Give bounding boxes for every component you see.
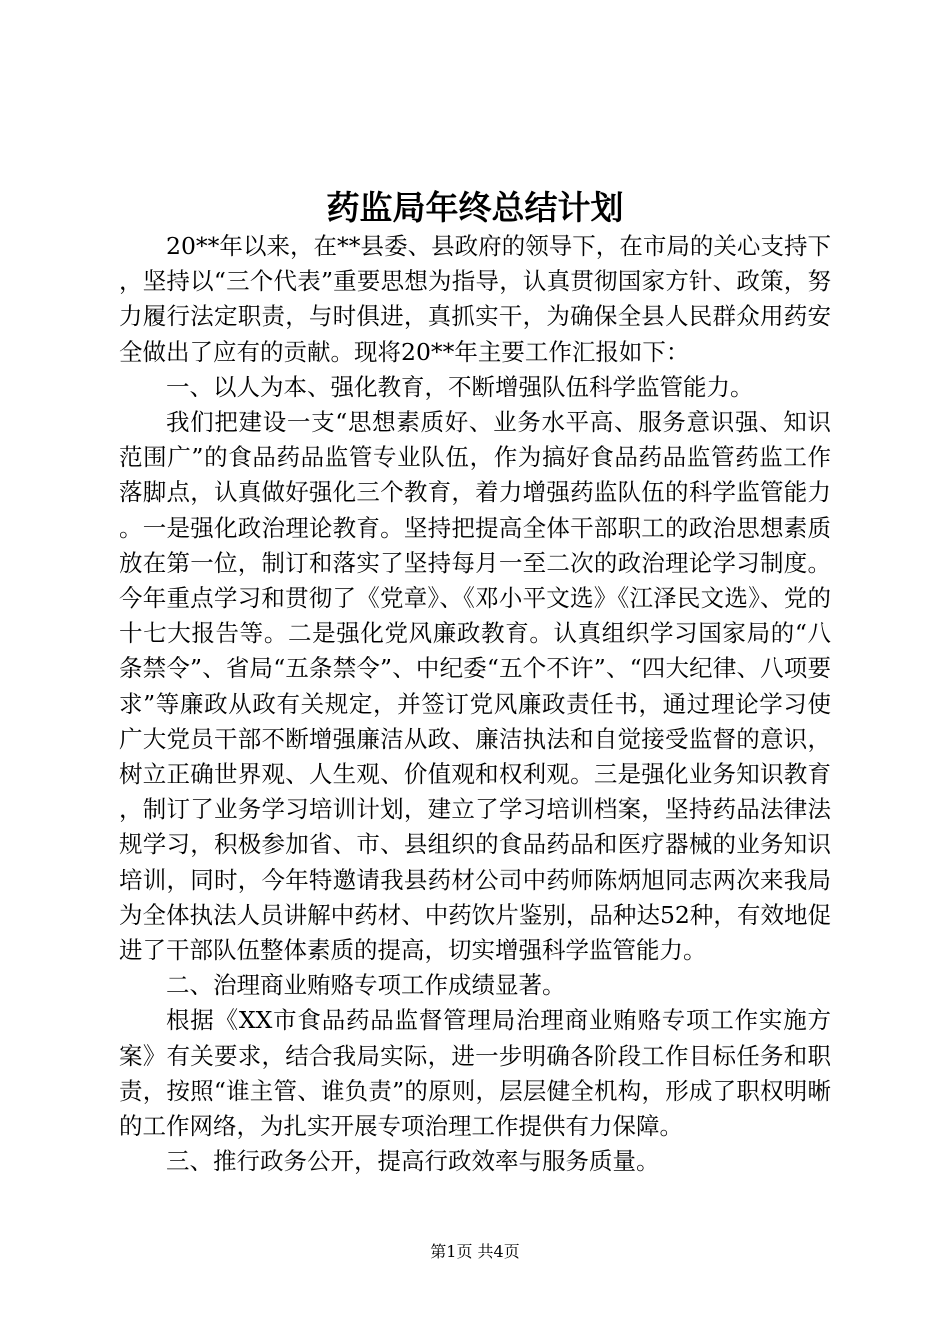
paragraph-team-building: 我们把建设一支“思想素质好、业务水平高、服务意识强、知识范围广”的食品药品监管专业队伍，作为搞好食品药品监管药监工作落脚点，认真做好强化三个教育，着力增强药监队伍的科学监管能力。一是强化政治理论教育。坚持把提高全体干部职工的政治思想素质放在第一位，制订和落实了坚持每月一至二次的政治理论学习制度。今年重点学习和贯彻了《党章》、《邓小平文选》《江泽民文选》、党的十七大报告等。二是强化党风廉政教育。认真组织学习国家局的“八条禁令”、省局“五条禁令”、中纪委“五个不许”、“四大纪律、八项要求”等廉政从政有关规定，并签订党风廉政责任书，通过理论学习使广大党员干部不断增强廉洁从政、廉洁执法和自觉接受监督的意识，树立正确世界观、人生观、价值观和权利观。三是强化业务知识教育，制订了业务学习培训计划，建立了学习培训档案，坚持药品法律法规学习，积极参加省、市、县组织的食品药品和医疗器械的业务知识培训，同时，今年特邀请我县药材公司中药师陈炳旭同志两次来我局为全体执法人员讲解中药材、中药饮片鉴别，品种达52种，有效地促进了干部队伍整体素质的提高，切实增强科学监管能力。 <box>119 408 831 965</box>
document-title: 药监局年终总结计划 <box>326 188 624 227</box>
paragraph-anti-bribery: 根据《XX市食品药品监督管理局治理商业贿赂专项工作实施方案》有关要求，结合我局实际，进一步明确各阶段工作目标任务和职责，按照“谁主管、谁负责”的原则，层层健全机构，形成了职权明晰的工作网络，为扎实开展专项治理工作提供有力保障。 <box>119 1006 831 1141</box>
document-body <box>119 229 831 1179</box>
section-heading-1: 一、以人为本、强化教育，不断增强队伍科学监管能力。 <box>166 372 754 401</box>
paragraph-intro: 20**年以来，在**县委、县政府的领导下，在市局的关心支持下，坚持以“三个代表”重要思想为指导，认真贯彻国家方针、政策，努力履行法定职责，与时俱进，真抓实干，为确保全县人民群众用药安全做出了应有的贡献。现将20**年主要工作汇报如下： <box>119 232 831 366</box>
section-heading-3: 三、推行政务公开，提高行政效率与服务质量。 <box>166 1147 660 1176</box>
section-heading-2: 二、治理商业贿赂专项工作成绩显著。 <box>166 971 566 1000</box>
page-footer: 第1页 共4页 <box>430 1242 520 1261</box>
